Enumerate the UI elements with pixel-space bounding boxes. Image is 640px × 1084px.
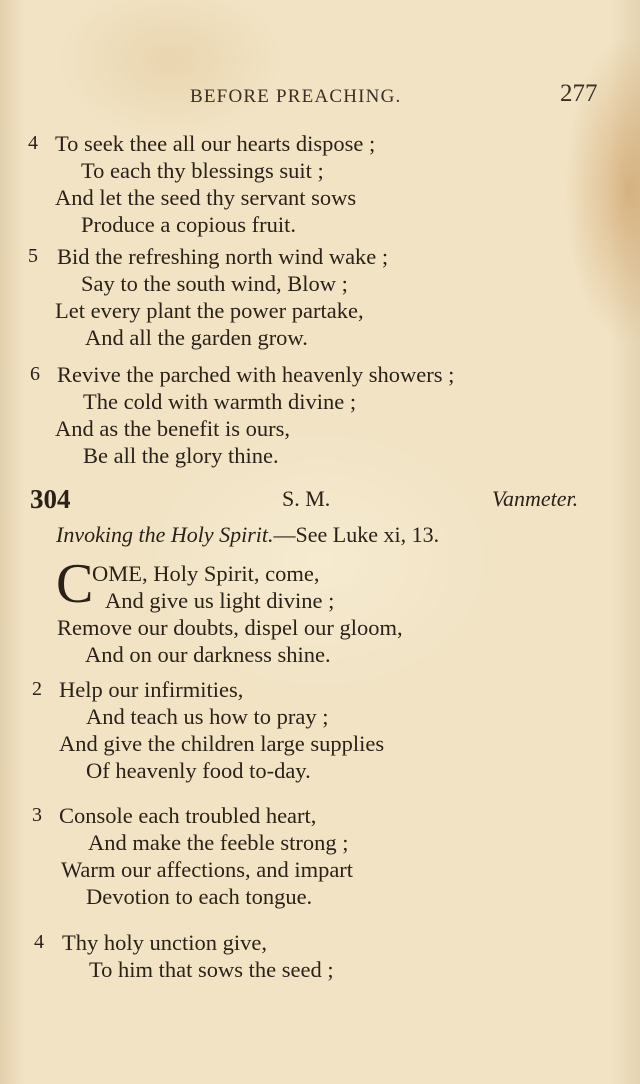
verse-line: Bid the refreshing north wind wake ; <box>57 244 389 269</box>
verse-line: And on our darkness shine. <box>85 642 331 667</box>
verse-line: And teach us how to pray ; <box>86 704 329 729</box>
hymn-meter: S. M. <box>282 486 331 511</box>
stanza-number: 5 <box>28 245 38 267</box>
page-number: 277 <box>560 80 598 107</box>
verse-line: Thy holy unction give, <box>62 930 267 955</box>
verse-line: The cold with warmth divine ; <box>83 389 357 414</box>
verse-line: And as the benefit is ours, <box>55 416 290 441</box>
verse-line: Remove our doubts, dispel our gloom, <box>57 615 403 640</box>
stanza-number: 4 <box>34 931 44 953</box>
verse-line: To him that sows the seed ; <box>89 957 334 982</box>
verse-line: And give the children large supplies <box>59 731 385 756</box>
verse-line: Console each troubled heart, <box>59 803 317 828</box>
stanza-number: 3 <box>32 804 42 826</box>
verse-line: And give us light divine ; <box>105 588 335 613</box>
verse-line: Produce a copious fruit. <box>81 212 296 237</box>
verse-line: And let the seed thy servant sows <box>55 185 357 210</box>
verse-line: Be all the glory thine. <box>83 443 279 468</box>
hymn-subtitle-reference: —See Luke xi, 13. <box>273 522 440 547</box>
stanza-number: 4 <box>28 132 38 154</box>
page-header <box>0 80 640 116</box>
verse-line: Revive the parched with heavenly showers ; <box>57 362 455 387</box>
verse-line: To each thy blessings suit ; <box>81 158 324 183</box>
stanza-number: 2 <box>32 678 42 700</box>
verse-line: Of heavenly food to-day. <box>86 758 311 783</box>
verse-line: And make the feeble strong ; <box>88 830 349 855</box>
stanza-number: 6 <box>30 363 40 385</box>
hymn-number: 304 <box>30 484 71 514</box>
verse-line: Say to the south wind, Blow ; <box>81 271 348 296</box>
verse-line: OME, Holy Spirit, come, <box>92 561 320 586</box>
hymn-tune: Vanmeter. <box>492 486 579 511</box>
verse-line: And all the garden grow. <box>85 325 308 350</box>
verse-line: Help our infirmities, <box>59 677 244 702</box>
verse-line: To seek thee all our hearts dispose ; <box>55 131 376 156</box>
verse-line: Let every plant the power partake, <box>55 298 364 323</box>
running-title: BEFORE PREACHING. <box>190 86 402 107</box>
hymn-subtitle <box>56 522 439 548</box>
verse-line: Devotion to each tongue. <box>86 884 313 909</box>
drop-cap: C <box>56 553 94 615</box>
hymn-subtitle-title: Invoking the Holy Spirit. <box>56 522 274 547</box>
hymn-heading <box>0 484 640 516</box>
verse-line: Warm our affections, and impart <box>61 857 354 882</box>
